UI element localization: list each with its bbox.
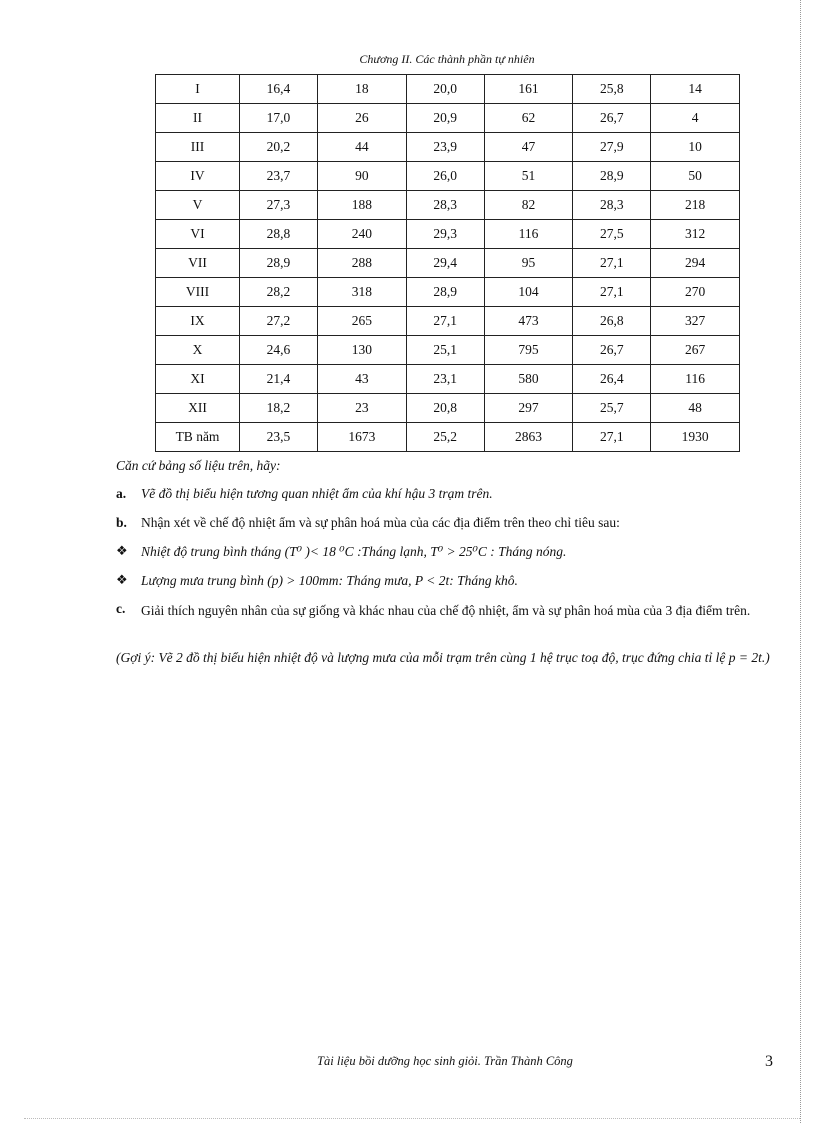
value-cell: 10 bbox=[651, 133, 740, 162]
value-cell: 25,1 bbox=[406, 336, 484, 365]
value-cell: 14 bbox=[651, 75, 740, 104]
value-cell: 18,2 bbox=[240, 394, 318, 423]
value-cell: 312 bbox=[651, 220, 740, 249]
task-c-marker: c. bbox=[116, 601, 126, 616]
value-cell: 27,5 bbox=[573, 220, 651, 249]
task-a-text: Vẽ đồ thị biểu hiện tương quan nhiệt ẩm của khí hậu 3 trạm trên. bbox=[141, 486, 493, 501]
value-cell: 27,1 bbox=[406, 307, 484, 336]
value-cell: 28,3 bbox=[573, 191, 651, 220]
value-cell: 267 bbox=[651, 336, 740, 365]
value-cell: 95 bbox=[484, 249, 573, 278]
table-row bbox=[156, 307, 740, 336]
value-cell: 580 bbox=[484, 365, 573, 394]
value-cell: 161 bbox=[484, 75, 573, 104]
value-cell: 23,1 bbox=[406, 365, 484, 394]
value-cell: 265 bbox=[317, 307, 406, 336]
hint-note: (Gợi ý: Vẽ 2 đồ thị biểu hiện nhiệt độ và lượng mưa của mỗi trạm trên cùng 1 hệ trục toạ độ, trục đứng chia tỉ lệ p = 2t.) bbox=[116, 650, 770, 665]
value-cell: 104 bbox=[484, 278, 573, 307]
value-cell: 20,0 bbox=[406, 75, 484, 104]
page-footer: Tài liệu bồi dưỡng học sinh giỏi. Trần Thành Công bbox=[317, 1054, 573, 1068]
month-cell: XI bbox=[156, 365, 240, 394]
value-cell: 288 bbox=[317, 249, 406, 278]
table-body bbox=[156, 75, 740, 452]
task-b-text: Nhận xét về chế độ nhiệt ẩm và sự phân hoá mùa của các địa điểm trên theo chỉ tiêu sau: bbox=[141, 515, 620, 530]
value-cell: 47 bbox=[484, 133, 573, 162]
table-row bbox=[156, 278, 740, 307]
value-cell: 240 bbox=[317, 220, 406, 249]
value-cell: 318 bbox=[317, 278, 406, 307]
value-cell: 28,8 bbox=[240, 220, 318, 249]
value-cell: 20,9 bbox=[406, 104, 484, 133]
value-cell: 28,9 bbox=[240, 249, 318, 278]
table-row bbox=[156, 220, 740, 249]
month-cell: I bbox=[156, 75, 240, 104]
value-cell: 1930 bbox=[651, 423, 740, 452]
value-cell: 27,1 bbox=[573, 278, 651, 307]
value-cell: 270 bbox=[651, 278, 740, 307]
value-cell: 16,4 bbox=[240, 75, 318, 104]
value-cell: 90 bbox=[317, 162, 406, 191]
month-cell: XII bbox=[156, 394, 240, 423]
page-edge-line-right bbox=[800, 0, 801, 1123]
value-cell: 327 bbox=[651, 307, 740, 336]
value-cell: 25,7 bbox=[573, 394, 651, 423]
value-cell: 82 bbox=[484, 191, 573, 220]
value-cell: 23,7 bbox=[240, 162, 318, 191]
value-cell: 116 bbox=[484, 220, 573, 249]
value-cell: 23 bbox=[317, 394, 406, 423]
month-cell: III bbox=[156, 133, 240, 162]
value-cell: 26 bbox=[317, 104, 406, 133]
month-cell: V bbox=[156, 191, 240, 220]
value-cell: 29,4 bbox=[406, 249, 484, 278]
criterion-rainfall-text: Lượng mưa trung bình (p) > 100mm: Tháng mưa, P < 2t: Tháng khô. bbox=[141, 573, 518, 588]
value-cell: 20,2 bbox=[240, 133, 318, 162]
value-cell: 28,2 bbox=[240, 278, 318, 307]
value-cell: 130 bbox=[317, 336, 406, 365]
value-cell: 28,9 bbox=[406, 278, 484, 307]
table-row bbox=[156, 75, 740, 104]
value-cell: 23,5 bbox=[240, 423, 318, 452]
value-cell: 26,0 bbox=[406, 162, 484, 191]
table-row bbox=[156, 365, 740, 394]
value-cell: 218 bbox=[651, 191, 740, 220]
table-row bbox=[156, 162, 740, 191]
value-cell: 28,9 bbox=[573, 162, 651, 191]
page-header: Chương II. Các thành phần tự nhiên bbox=[359, 52, 535, 66]
criterion-temperature-text: Nhiệt độ trung bình tháng (T⁰ )< 18 ⁰C :Tháng lạnh, T⁰ > 25⁰C : Tháng nóng. bbox=[141, 544, 567, 559]
month-cell: IX bbox=[156, 307, 240, 336]
table-row bbox=[156, 104, 740, 133]
month-cell: II bbox=[156, 104, 240, 133]
month-cell: X bbox=[156, 336, 240, 365]
month-cell: VIII bbox=[156, 278, 240, 307]
instruction-intro: Căn cứ bảng số liệu trên, hãy: bbox=[116, 458, 281, 473]
value-cell: 20,8 bbox=[406, 394, 484, 423]
value-cell: 17,0 bbox=[240, 104, 318, 133]
value-cell: 48 bbox=[651, 394, 740, 423]
value-cell: 24,6 bbox=[240, 336, 318, 365]
value-cell: 27,1 bbox=[573, 249, 651, 278]
value-cell: 44 bbox=[317, 133, 406, 162]
value-cell: 26,8 bbox=[573, 307, 651, 336]
value-cell: 26,7 bbox=[573, 336, 651, 365]
table-row bbox=[156, 133, 740, 162]
table-row bbox=[156, 423, 740, 452]
value-cell: 27,1 bbox=[573, 423, 651, 452]
value-cell: 473 bbox=[484, 307, 573, 336]
value-cell: 43 bbox=[317, 365, 406, 394]
value-cell: 23,9 bbox=[406, 133, 484, 162]
month-cell: TB năm bbox=[156, 423, 240, 452]
diamond-bullet-icon: ❖ bbox=[116, 573, 128, 588]
diamond-bullet-icon: ❖ bbox=[116, 544, 128, 559]
value-cell: 25,2 bbox=[406, 423, 484, 452]
table-row bbox=[156, 336, 740, 365]
value-cell: 297 bbox=[484, 394, 573, 423]
value-cell: 2863 bbox=[484, 423, 573, 452]
value-cell: 51 bbox=[484, 162, 573, 191]
value-cell: 27,3 bbox=[240, 191, 318, 220]
task-b-marker: b. bbox=[116, 515, 127, 530]
month-cell: IV bbox=[156, 162, 240, 191]
value-cell: 27,9 bbox=[573, 133, 651, 162]
task-c-text: Giải thích nguyên nhân của sự giống và khác nhau của chế độ nhiệt, ẩm và sự phân hoá mùa của 3 địa điểm trên. bbox=[141, 603, 751, 618]
value-cell: 4 bbox=[651, 104, 740, 133]
month-cell: VI bbox=[156, 220, 240, 249]
value-cell: 26,4 bbox=[573, 365, 651, 394]
value-cell: 27,2 bbox=[240, 307, 318, 336]
page-number: 3 bbox=[765, 1053, 773, 1070]
value-cell: 62 bbox=[484, 104, 573, 133]
task-a-marker: a. bbox=[116, 486, 127, 501]
value-cell: 25,8 bbox=[573, 75, 651, 104]
value-cell: 50 bbox=[651, 162, 740, 191]
value-cell: 795 bbox=[484, 336, 573, 365]
table-row bbox=[156, 394, 740, 423]
value-cell: 294 bbox=[651, 249, 740, 278]
value-cell: 1673 bbox=[317, 423, 406, 452]
table-row bbox=[156, 191, 740, 220]
value-cell: 188 bbox=[317, 191, 406, 220]
month-cell: VII bbox=[156, 249, 240, 278]
climate-data-table bbox=[155, 74, 740, 452]
value-cell: 26,7 bbox=[573, 104, 651, 133]
value-cell: 29,3 bbox=[406, 220, 484, 249]
value-cell: 28,3 bbox=[406, 191, 484, 220]
value-cell: 21,4 bbox=[240, 365, 318, 394]
value-cell: 116 bbox=[651, 365, 740, 394]
page-edge-line-bottom bbox=[24, 1118, 800, 1119]
table-row bbox=[156, 249, 740, 278]
value-cell: 18 bbox=[317, 75, 406, 104]
